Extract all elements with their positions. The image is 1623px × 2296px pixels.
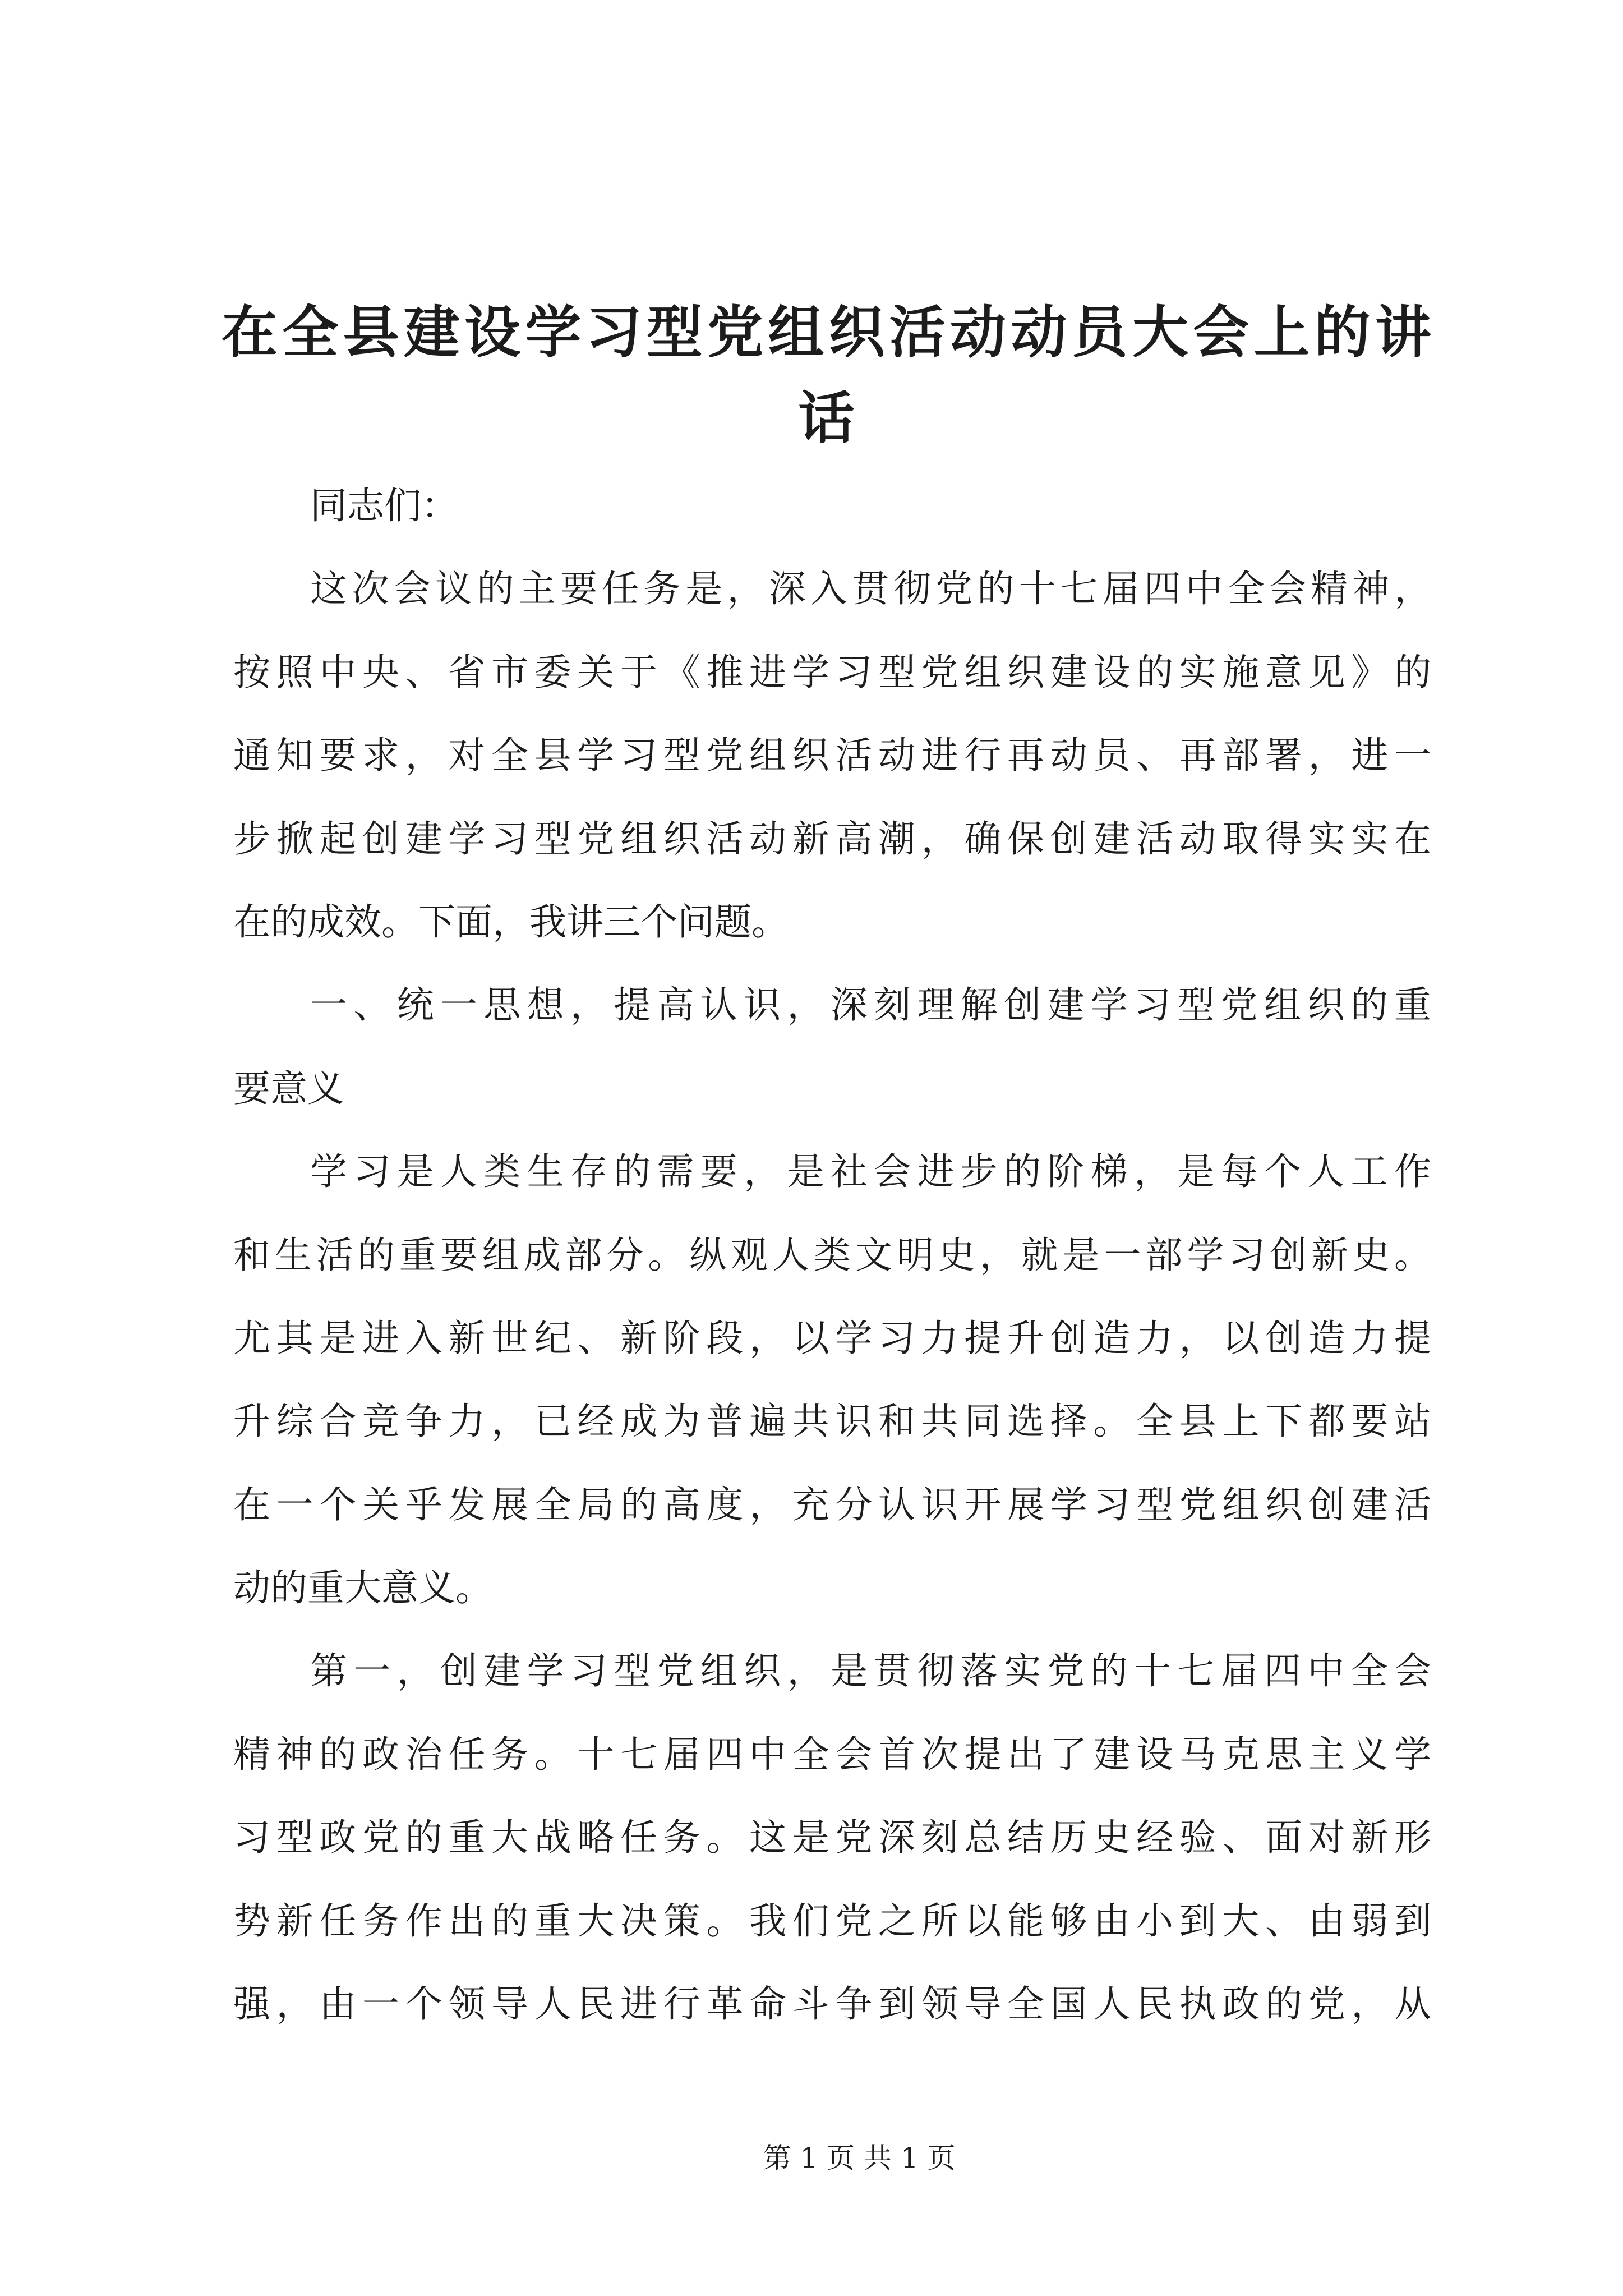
body-line: 尤其是进入新世纪、新阶段，以学习力提升创造力，以创造力提 [233,1316,1431,1360]
title-line: 在全县建设学习型党组织活动动员大会上的讲 [222,299,1431,365]
section-heading-line: 要意义 [233,1066,344,1110]
body-line: 强，由一个领导人民进行革命斗争到领导全国人民执政的党，从 [233,1982,1431,2026]
body-line: 精神的政治任务。十七届四中全会首次提出了建设马克思主义学 [233,1732,1431,1776]
body-line: 学习是人类生存的需要，是社会进步的阶梯，是每个人工作 [310,1150,1431,1194]
body-line: 升综合竞争力，已经成为普遍共识和共同选择。全县上下都要站 [233,1400,1431,1443]
section-heading-line: 一、统一思想，提高认识，深刻理解创建学习型党组织的重 [310,983,1431,1027]
body-line: 习型政党的重大战略任务。这是党深刻总结历史经验、面对新形 [233,1816,1431,1860]
body-line: 和生活的重要组成部分。纵观人类文明史，就是一部学习创新史。 [233,1233,1431,1277]
body-line: 动的重大意义。 [233,1566,492,1610]
document-title [222,289,1431,461]
body-line: 按照中央、省市委关于《推进学习型党组织建设的实施意见》的 [233,650,1431,694]
body-line: 通知要求，对全县学习型党组织活动进行再动员、再部署，进一 [233,734,1431,777]
body-line: 这次会议的主要任务是，深入贯彻党的十七届四中全会精神， [310,567,1431,611]
body-line: 步掀起创建学习型党组织活动新高潮，确保创建活动取得实实在 [233,817,1431,861]
document-body [233,464,1431,2046]
body-line: 在一个关乎发展全局的高度，充分认识开展学习型党组织创建活 [233,1483,1431,1526]
body-line: 势新任务作出的重大决策。我们党之所以能够由小到大、由弱到 [233,1899,1431,1943]
title-line: 话 [798,385,855,451]
salutation: 同志们： [310,484,458,527]
page-footer: 第 1 页 共 1 页 [763,2142,956,2174]
body-line: 在的成效。下面，我讲三个问题。 [233,900,789,944]
body-line: 第一，创建学习型党组织，是贯彻落实党的十七届四中全会 [310,1649,1431,1693]
